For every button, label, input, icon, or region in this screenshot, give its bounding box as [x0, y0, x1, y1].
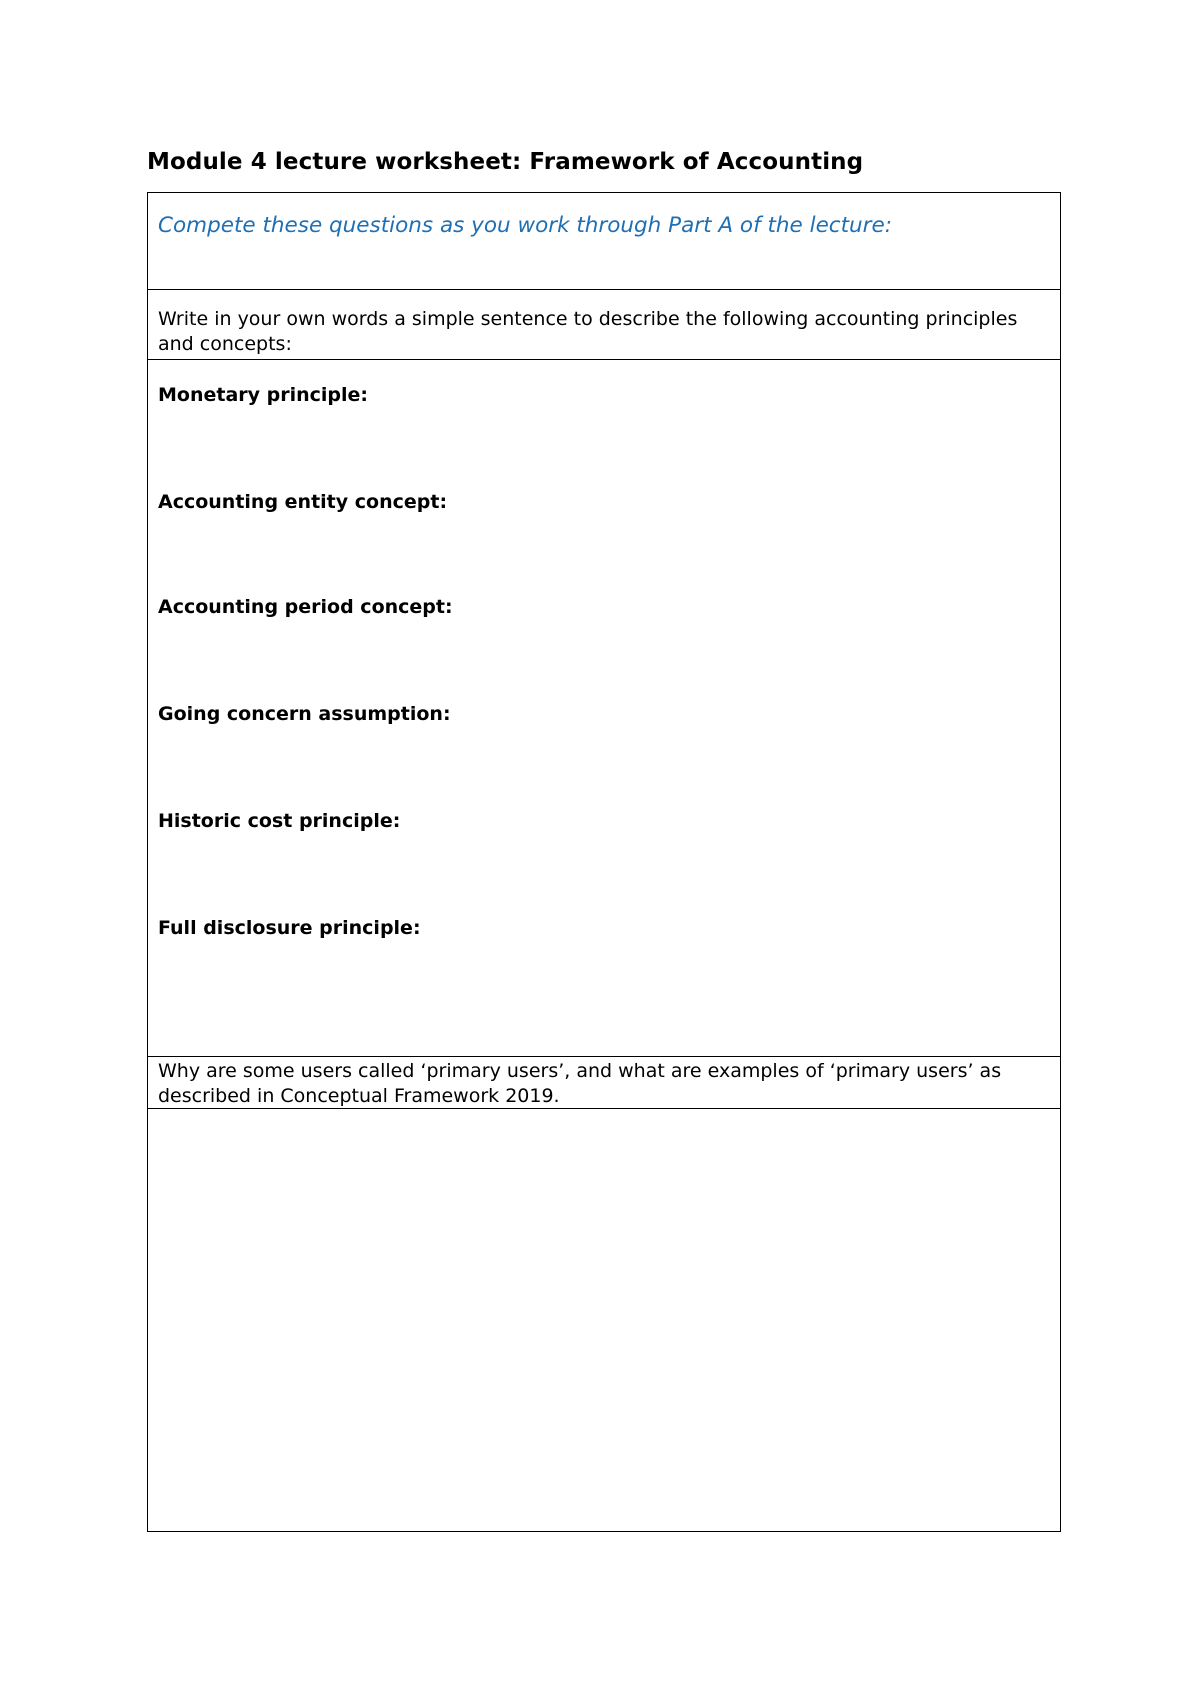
- instruction-text: Write in your own words a simple sentence to describe the following accounting principles and concepts:: [158, 308, 1018, 355]
- accounting-period-concept-label: Accounting period concept:: [158, 596, 453, 618]
- page-title: Module 4 lecture worksheet: Framework of Accounting: [147, 149, 864, 175]
- primary-users-question-row: [148, 1057, 1060, 1109]
- monetary-principle-label: Monetary principle:: [158, 384, 369, 406]
- primary-users-answer-area[interactable]: [148, 1109, 1060, 1531]
- intro-text: Compete these questions as you work through Part A of the lecture:: [158, 213, 892, 238]
- instruction-row: [148, 290, 1060, 360]
- intro-row: [148, 193, 1060, 290]
- concepts-answer-area[interactable]: [148, 360, 1060, 1057]
- full-disclosure-principle-label: Full disclosure principle:: [158, 917, 421, 939]
- accounting-entity-concept-label: Accounting entity concept:: [158, 491, 448, 513]
- worksheet-table: [147, 192, 1061, 1532]
- going-concern-assumption-label: Going concern assumption:: [158, 703, 451, 725]
- historic-cost-principle-label: Historic cost principle:: [158, 810, 401, 832]
- primary-users-question-text: Why are some users called ‘primary users’, and what are examples of ‘primary users’ as described in Conceptual Framework 2019.: [158, 1060, 1002, 1107]
